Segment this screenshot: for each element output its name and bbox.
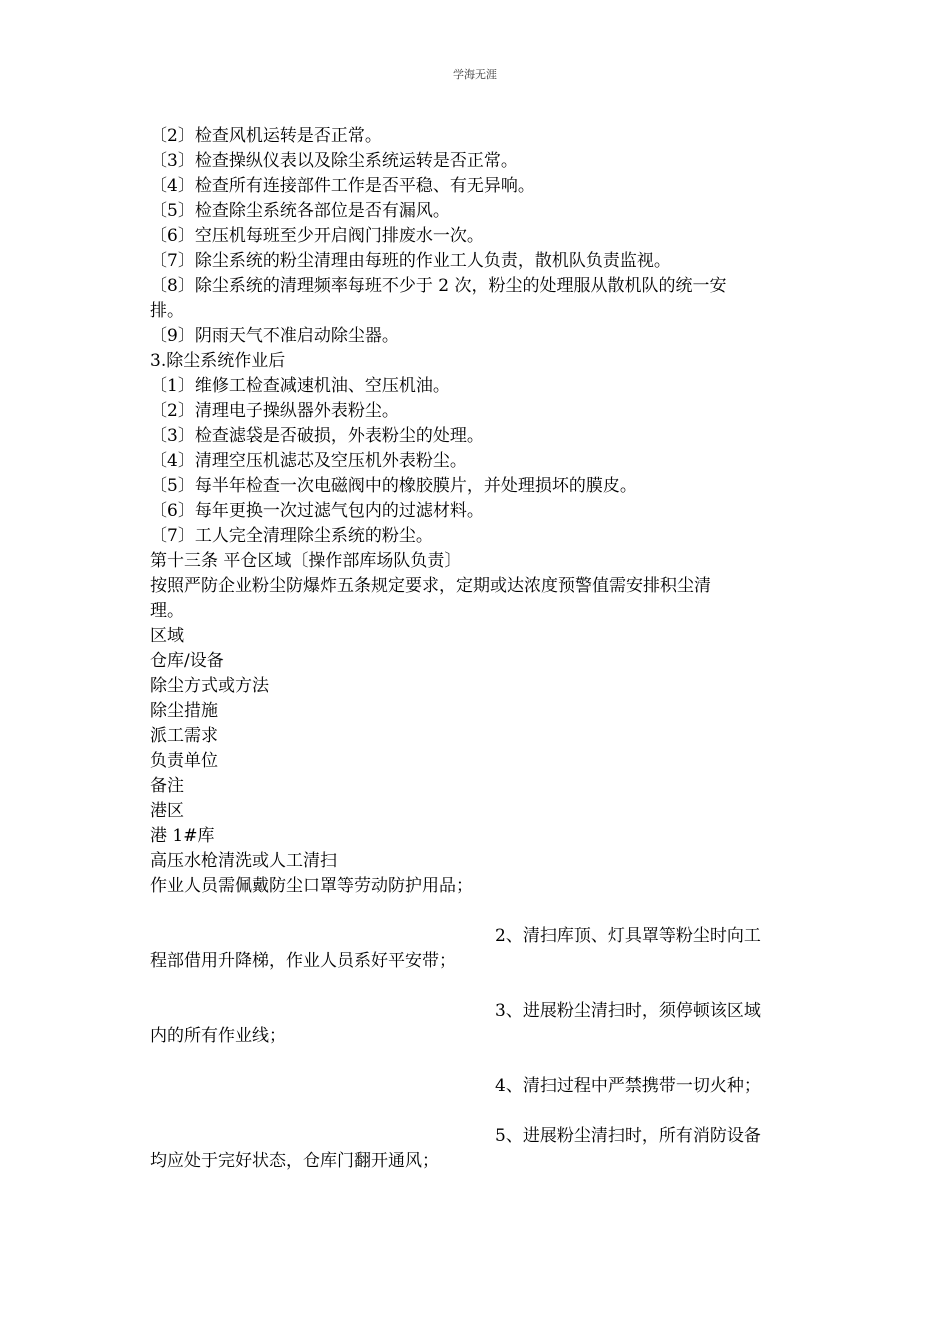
text-line: 〔2〕检查风机运转是否正常。 bbox=[150, 126, 382, 146]
measure-item bbox=[150, 999, 793, 1049]
text-line: 〔3〕检查操纵仪表以及除尘系统运转是否正常。 bbox=[150, 151, 518, 171]
table-cell-text: 作业人员需佩戴防尘口罩等劳动防护用品； bbox=[150, 876, 473, 896]
text-line: 排。 bbox=[150, 301, 184, 321]
measure-item-first-line: 3、进展粉尘清扫时，须停顿该区域 bbox=[495, 1001, 761, 1021]
text-line: 〔5〕检查除尘系统各部位是否有漏风。 bbox=[150, 201, 450, 221]
text-line: 〔6〕空压机每班至少开启阀门排废水一次。 bbox=[150, 226, 484, 246]
measure-item-first-line: 4、清扫过程中严禁携带一切火种； bbox=[495, 1076, 761, 1096]
text-line: 〔5〕每半年检查一次电磁阀中的橡胶膜片，并处理损坏的膜皮。 bbox=[150, 476, 637, 496]
text-line: 〔7〕除尘系统的粉尘清理由每班的作业工人负责，散机队负责监视。 bbox=[150, 251, 671, 271]
text-line: 〔6〕每年更换一次过滤气包内的过滤材料。 bbox=[150, 501, 484, 521]
table-cell-text: 港区 bbox=[150, 801, 184, 821]
table-cell-text: 派工需求 bbox=[150, 726, 218, 746]
measure-item-first-line: 5、进展粉尘清扫时，所有消防设备 bbox=[495, 1126, 761, 1146]
measure-item-continuation: 程部借用升降梯，作业人员系好平安带； bbox=[150, 951, 456, 971]
text-line: 〔4〕清理空压机滤芯及空压机外表粉尘。 bbox=[150, 451, 467, 471]
measure-item bbox=[150, 924, 793, 974]
table-cell-text: 负责单位 bbox=[150, 751, 218, 771]
text-line: 〔4〕检查所有连接部件工作是否平稳、有无异响。 bbox=[150, 176, 535, 196]
text-line: 〔9〕阴雨天气不准启动除尘器。 bbox=[150, 326, 399, 346]
table-cell-text: 仓库/设备 bbox=[150, 651, 224, 671]
table-cell-text: 港 1#库 bbox=[150, 826, 215, 846]
table-cell-text: 除尘方式或方法 bbox=[150, 676, 269, 696]
section-heading: 3.除尘系统作业后 bbox=[150, 351, 286, 371]
table-cell-text: 高压水枪清洗或人工清扫 bbox=[150, 851, 337, 871]
text-line: 〔8〕除尘系统的清理频率每班不少于 2 次，粉尘的处理服从散机队的统一安 bbox=[150, 276, 727, 296]
text-line: 理。 bbox=[150, 601, 184, 621]
text-line: 〔3〕检查滤袋是否破损，外表粉尘的处理。 bbox=[150, 426, 484, 446]
text-line: 〔2〕清理电子操纵器外表粉尘。 bbox=[150, 401, 399, 421]
measure-item bbox=[150, 1124, 793, 1174]
text-line: 〔1〕维修工检查减速机油、空压机油。 bbox=[150, 376, 450, 396]
measure-item bbox=[150, 1074, 793, 1099]
table-cell-text: 区域 bbox=[150, 626, 184, 646]
text-line: 〔7〕工人完全清理除尘系统的粉尘。 bbox=[150, 526, 433, 546]
article-heading: 第十三条 平仓区域〔操作部库场队负责〕 bbox=[150, 551, 462, 571]
table-cell-text: 除尘措施 bbox=[150, 701, 218, 721]
measure-item-continuation: 内的所有作业线； bbox=[150, 1026, 286, 1046]
measure-item-first-line: 2、清扫库顶、灯具罩等粉尘时向工 bbox=[495, 926, 761, 946]
measure-item-continuation: 均应处于完好状态，仓库门翻开通风； bbox=[150, 1151, 439, 1171]
document-body bbox=[150, 124, 793, 1174]
page-header: 学海无涯 bbox=[453, 68, 497, 81]
text-line: 按照严防企业粉尘防爆炸五条规定要求，定期或达浓度预警值需安排积尘清 bbox=[150, 576, 711, 596]
table-cell-text: 备注 bbox=[150, 776, 184, 796]
